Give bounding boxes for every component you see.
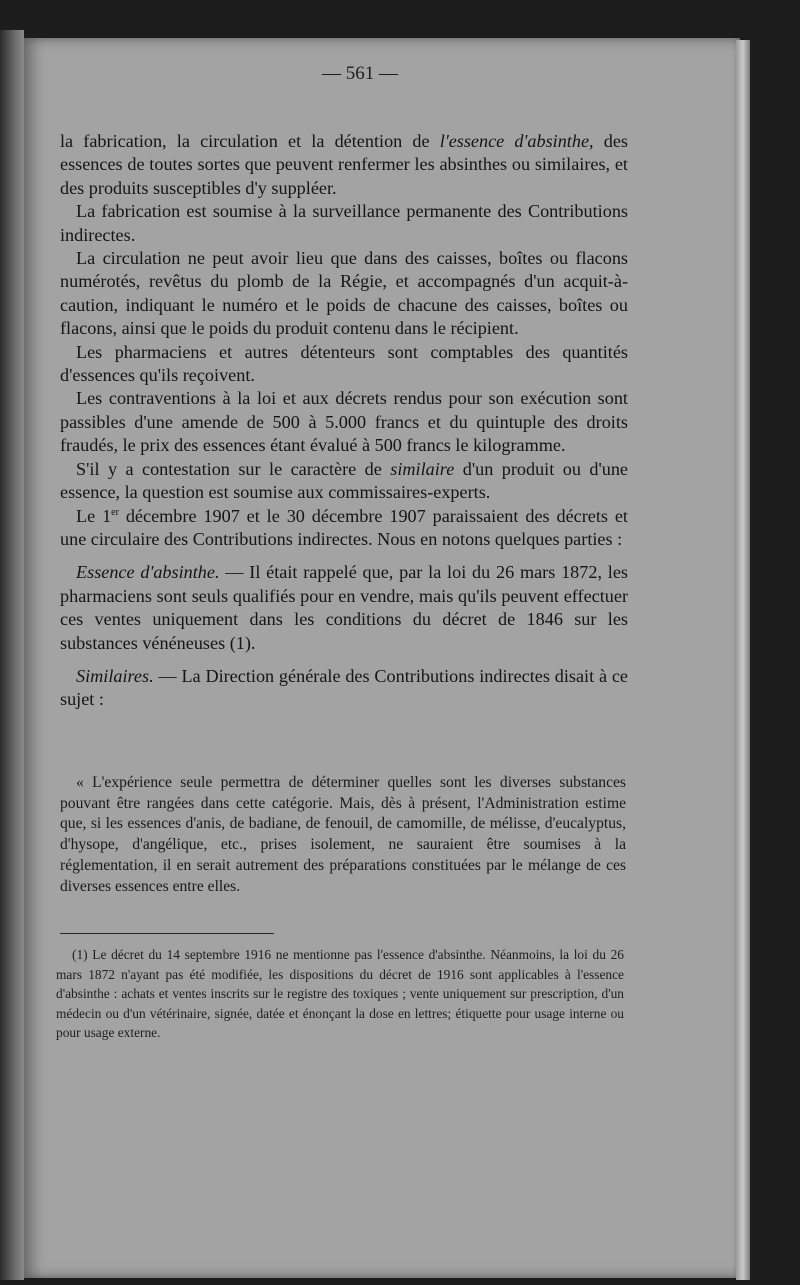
paragraph-2: La fabrication est soumise à la surveillance permanente des Contributions indirectes. <box>60 201 628 245</box>
paragraph-4: Les pharmaciens et autres détenteurs sont comptables des quantités d'essences qu'ils reçoivent. <box>60 341 628 386</box>
footnote-rule <box>60 933 274 934</box>
paragraph-7: Le 1er décembre 1907 et le 30 décembre 1907 paraissaient des décrets et une circulaire des Contributions indirectes. Nous en notons quelques parties : <box>60 505 628 549</box>
block-quote <box>60 773 626 897</box>
paragraph-8: Essence d'absinthe. — Il était rappelé que, par la loi du 26 mars 1872, les pharmaciens sont seuls qualifiés pour en vendre, mais qu'ils peuvent effectuer ces ventes uniquement dans les conditions du décret de 1846 sur les substances vénéneuses (1). <box>60 562 628 653</box>
footnote <box>56 945 624 1043</box>
facing-page-edge <box>0 30 24 1280</box>
main-text <box>60 130 628 712</box>
quote-text: « L'expérience seule permettra de déterminer quelles sont les diverses substances pouvant être rangées dans cette catégorie. Mais, dès à présent, l'Administration estime que, si les essences d'anis, de badiane, de fenouil, de camomille, de mélisse, d'eucalyptus, d'hysope, d'angélique, etc., prises isolement, ne sauraient être soumises à la réglementation, il en serait autrement des préparations constituées par le mélange de ces diverses essences entre elles. <box>60 774 626 895</box>
page-number: — 561 — <box>322 63 398 84</box>
paragraph-5: Les contraventions à la loi et aux décrets rendus pour son exécution sont passibles d'une amende de 500 à 5.000 francs et du quintuple des droits fraudés, le prix des essences étant évalué à 500 francs le kilogramme. <box>60 388 628 456</box>
paragraph-6: S'il y a contestation sur le caractère de similaire d'un produit ou d'une essence, la question est soumise aux commissaires-experts. <box>60 458 628 503</box>
paragraph-3: La circulation ne peut avoir lieu que dans des caisses, boîtes ou flacons numérotés, revêtus du plomb de la Régie, et accompagnés d'un acquit-à-caution, indiquant le numéro et le poids de chacune des caisses, boîtes ou flacons, ainsi que le poids du produit contenu dans le récipient. <box>60 248 628 339</box>
footnote-text: (1) Le décret du 14 septembre 1916 ne mentionne pas l'essence d'absinthe. Néanmoins, la loi du 26 mars 1872 n'ayant pas été modifiée, les dispositions du décret de 1916 sont applicables à l'essence d'absinthe : achats et ventes inscrits sur le registre des toxiques ; vente uniquement sur prescription, d'un médecin ou d'un vétérinaire, signée, datée et énonçant la dose en lettres; étiquette pour usage interne ou pour usage externe. <box>56 947 624 1041</box>
paragraph-9: Similaires. — La Direction générale des Contributions indirectes disait à ce sujet : <box>60 665 628 710</box>
paragraph-1: la fabrication, la circulation et la détention de l'essence d'absinthe, des essences de toutes sortes que peuvent renfermer les absinthes ou similaires, et des produits susceptibles d'y suppléer. <box>60 131 628 198</box>
page-fore-edge <box>736 40 750 1280</box>
